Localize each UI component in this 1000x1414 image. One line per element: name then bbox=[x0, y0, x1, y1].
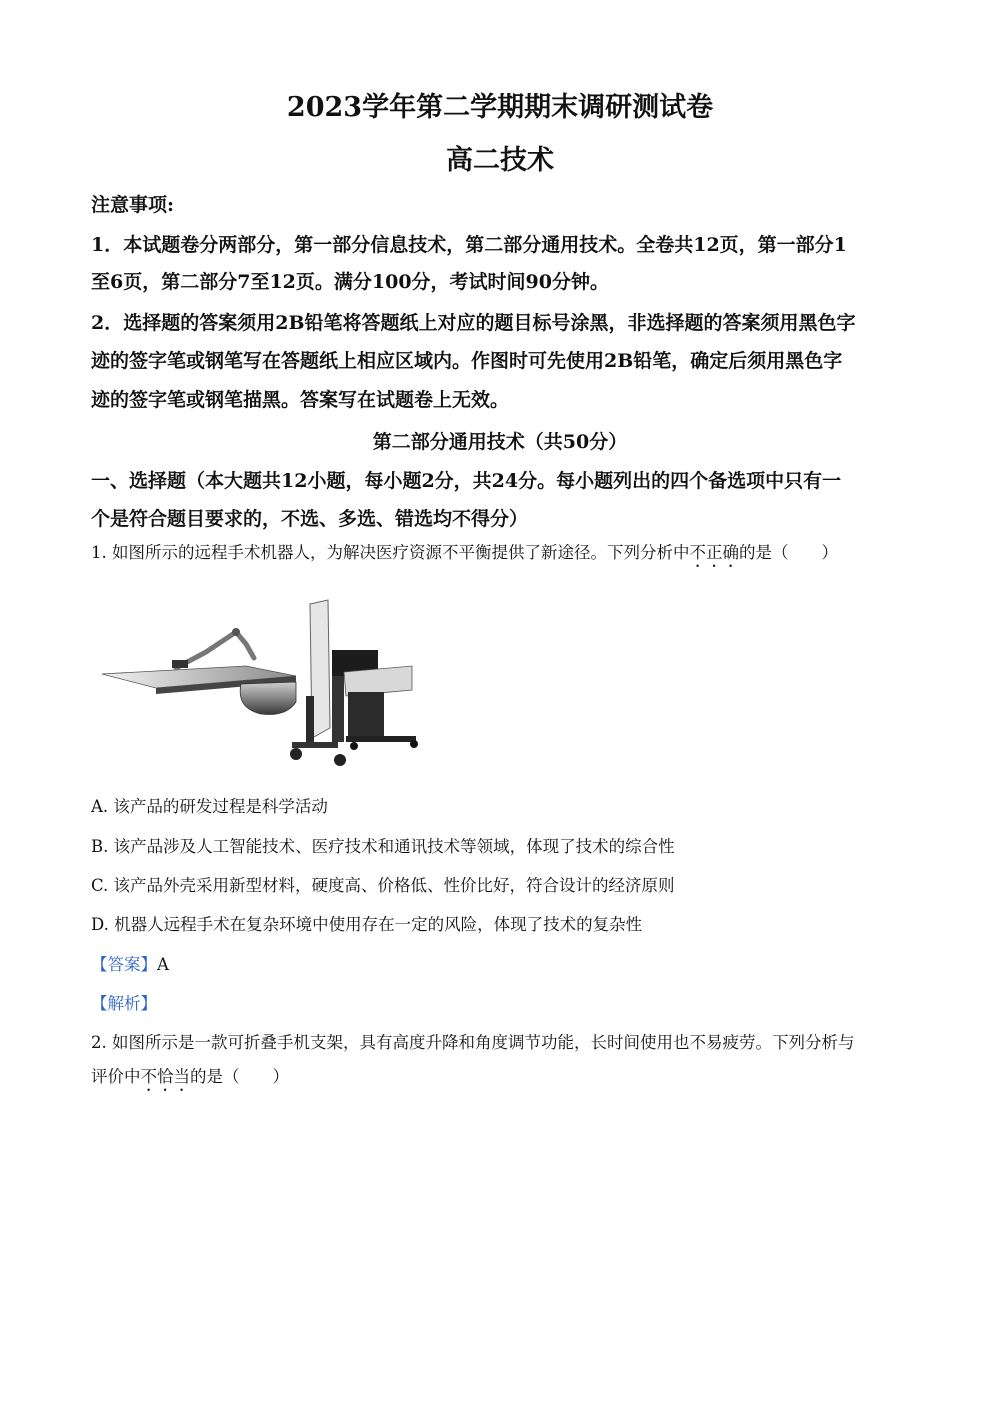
question-2-stem-post: 的是（ ） bbox=[190, 1067, 289, 1086]
section-heading-line-1: 一、选择题（本大题共12小题，每小题2分，共24分。每小题列出的四个备选项中只有一 bbox=[91, 470, 842, 492]
part2-heading: 第二部分通用技术（共50分） bbox=[372, 431, 628, 453]
section-heading-line-2: 个是符合题目要求的，不选、多选、错选均不得分） bbox=[91, 508, 529, 530]
notice-item-2-line-1: 2．选择题的答案须用2B铅笔将答题纸上对应的题目标号涂黑，非选择题的答案须用黑色字 bbox=[91, 312, 856, 334]
question-1-stem bbox=[91, 539, 838, 571]
question-2-stem-pre: 评价中 bbox=[91, 1067, 141, 1086]
answer-value: A bbox=[157, 955, 169, 974]
surgical-robot-figure bbox=[96, 596, 426, 776]
question-1-stem-pre: 1. 如图所示的远程手术机器人，为解决医疗资源不平衡提供了新途径。下列分析中 bbox=[91, 543, 690, 562]
question-1-option-c: C. 该产品外壳采用新型材料，硬度高、价格低、性价比好，符合设计的经济原则 bbox=[91, 876, 675, 895]
question-1-answer bbox=[91, 951, 169, 975]
question-1-option-d: D. 机器人远程手术在复杂环境中使用存在一定的风险，体现了技术的复杂性 bbox=[91, 915, 643, 934]
notice-item-1-line-1: 1．本试题卷分两部分，第一部分信息技术，第二部分通用技术。全卷共12页，第一部分1 bbox=[91, 234, 847, 256]
question-2-stem-line-1: 2. 如图所示是一款可折叠手机支架，具有高度升降和角度调节功能，长时间使用也不易疲劳。下列分析与 bbox=[91, 1033, 855, 1052]
question-1-analysis-label: 【解析】 bbox=[91, 994, 157, 1013]
notice-heading: 注意事项: bbox=[91, 194, 175, 216]
notice-item-2-line-2: 迹的签字笔或钢笔写在答题纸上相应区域内。作图时可先使用2B铅笔，确定后须用黑色字 bbox=[91, 350, 843, 372]
answer-label: 【答案】 bbox=[91, 955, 157, 974]
question-2-stem-line-2 bbox=[91, 1063, 289, 1095]
notice-item-2-line-3: 迹的签字笔或钢笔描黑。答案写在试题卷上无效。 bbox=[91, 389, 510, 411]
question-1-option-b: B. 该产品涉及人工智能技术、医疗技术和通讯技术等领域，体现了技术的综合性 bbox=[91, 837, 675, 856]
question-2-stem-emphasis: 不恰当 bbox=[140, 1067, 190, 1086]
question-1-option-a: A. 该产品的研发过程是科学活动 bbox=[91, 797, 328, 816]
exam-subtitle: 高二技术 bbox=[446, 145, 554, 176]
question-1-stem-post: 的是（ ） bbox=[739, 543, 838, 562]
notice-item-1-line-2: 至6页，第二部分7至12页。满分100分，考试时间90分钟。 bbox=[91, 271, 609, 293]
exam-title: 2023学年第二学期期末调研测试卷 bbox=[286, 92, 714, 123]
question-1-stem-emphasis: 不正确 bbox=[689, 543, 739, 562]
